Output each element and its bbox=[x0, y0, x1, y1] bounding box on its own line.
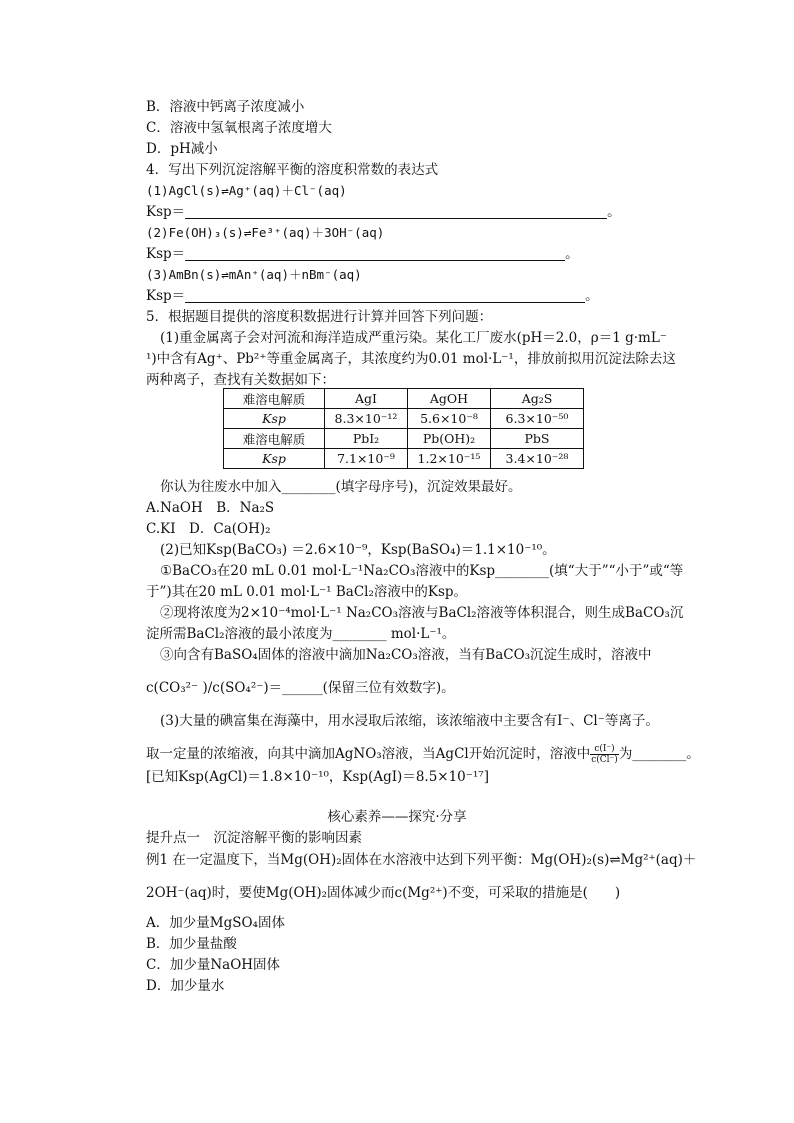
table-cell: 6.3×10⁻⁵⁰ bbox=[491, 409, 584, 429]
period: 。 bbox=[565, 246, 579, 262]
q5-p3-line2-end: 为________。 bbox=[618, 746, 700, 762]
table-cell: 8.3×10⁻¹² bbox=[325, 409, 408, 429]
q4-title: 4．写出下列沉淀溶解平衡的溶度积常数的表达式 bbox=[146, 162, 439, 178]
fraction-numerator: c(I⁻) bbox=[590, 744, 619, 755]
answer-blank bbox=[185, 204, 607, 219]
table-cell: Ksp bbox=[224, 409, 325, 429]
table-cell: PbI₂ bbox=[325, 429, 408, 449]
table-cell: 5.6×10⁻⁸ bbox=[408, 409, 491, 429]
concentration-fraction bbox=[590, 744, 619, 765]
section-title: 核心素养——探究·分享 bbox=[327, 809, 467, 825]
example-option-b: B．加少量盐酸 bbox=[146, 936, 237, 952]
fraction-denominator: c(Cl⁻) bbox=[591, 755, 618, 765]
q5-p3-line3: [已知Ksp(AgCl)＝1.8×10⁻¹⁰，Ksp(AgI)＝8.5×10⁻¹⁷] bbox=[146, 769, 489, 785]
q5-p1-line1: (1)重金属离子会对河流和海洋造成严重污染。某化工厂废水(pH＝2.0，ρ＝1 g·mL⁻ bbox=[160, 330, 667, 346]
table-row bbox=[224, 429, 584, 449]
q5-p2-q2-line1: ②现将浓度为2×10⁻⁴mol·L⁻¹ Na₂CO₃溶液与BaCl₂溶液等体积混合，则生成BaCO₃沉 bbox=[160, 605, 684, 621]
table-cell: 难溶电解质 bbox=[224, 429, 325, 449]
answer-blank bbox=[185, 246, 565, 261]
table-cell: Ag₂S bbox=[491, 389, 584, 409]
table-cell: AgOH bbox=[408, 389, 491, 409]
q5-p3-line2 bbox=[146, 744, 700, 765]
q4-ksp-3 bbox=[146, 287, 599, 305]
ksp-label: Ksp＝ bbox=[146, 246, 186, 262]
example-option-c: C．加少量NaOH固体 bbox=[146, 957, 281, 973]
q5-p2-q1-line2: 于”)其在20 mL 0.01 mol·L⁻¹ BaCl₂溶液中的Ksp。 bbox=[146, 584, 468, 600]
q4-ksp-1 bbox=[146, 203, 621, 221]
q5-p2-given: (2)已知Ksp(BaCO₃) ＝2.6×10⁻⁹，Ksp(BaSO₄)＝1.1×10⁻¹⁰。 bbox=[160, 542, 556, 558]
table-cell: 1.2×10⁻¹⁵ bbox=[408, 449, 491, 469]
q4-eq-1: (1)AgCl(s)⇌Ag⁺(aq)＋Cl⁻(aq) bbox=[146, 183, 347, 198]
q5-p1-options-2: C.KI D．Ca(OH)₂ bbox=[146, 521, 271, 537]
ksp-label: Ksp＝ bbox=[146, 288, 186, 304]
table-cell: 难溶电解质 bbox=[224, 389, 325, 409]
table-cell: PbS bbox=[491, 429, 584, 449]
q5-p2-q2-line2: 淀所需BaCl₂溶液的最小浓度为________ mol·L⁻¹。 bbox=[146, 626, 456, 642]
table-cell: Pb(OH)₂ bbox=[408, 429, 491, 449]
q5-p1-line3: 两种离子，查找有关数据如下： bbox=[146, 372, 335, 388]
table-row bbox=[224, 389, 584, 409]
q5-p2-q3-line1: ③向含有BaSO₄固体的溶液中滴加Na₂CO₃溶液，当有BaCO₃沉淀生成时，溶液中 bbox=[160, 647, 652, 663]
option-c: C．溶液中氢氧根离子浓度增大 bbox=[146, 120, 332, 136]
q5-p1-options-1: A.NaOH B．Na₂S bbox=[146, 500, 275, 516]
q5-title: 5．根据题目提供的溶度积数据进行计算并回答下列问题： bbox=[146, 309, 493, 325]
example-option-d: D．加少量水 bbox=[146, 978, 225, 994]
q4-ksp-2 bbox=[146, 245, 579, 263]
example-option-a: A．加少量MgSO₄固体 bbox=[146, 915, 285, 931]
table-cell: AgI bbox=[325, 389, 408, 409]
example-line1: 例1 在一定温度下，当Mg(OH)₂固体在水溶液中达到下列平衡：Mg(OH)₂(s)⇌Mg²⁺(aq)＋ bbox=[146, 852, 697, 868]
q5-p1-question: 你认为往废水中加入________(填字母序号)，沉淀效果最好。 bbox=[160, 479, 522, 495]
option-b: B．溶液中钙离子浓度减小 bbox=[146, 99, 305, 115]
ksp-table bbox=[223, 388, 584, 469]
q4-eq-3: (3)AmBn(s)⇌mAn⁺(aq)＋nBm⁻(aq) bbox=[146, 267, 362, 282]
q5-p3-line1: (3)大量的碘富集在海藻中，用水浸取后浓缩，该浓缩液中主要含有I⁻、Cl⁻等离子。 bbox=[160, 713, 659, 729]
table-cell: 3.4×10⁻²⁸ bbox=[491, 449, 584, 469]
period: 。 bbox=[607, 204, 621, 220]
table-row bbox=[224, 409, 584, 429]
q5-p1-line2: ¹)中含有Ag⁺、Pb²⁺等重金属离子，其浓度约为0.01 mol·L⁻¹，排放前拟用沉淀法除去这 bbox=[146, 351, 676, 367]
section-point: 提升点一 沉淀溶解平衡的影响因素 bbox=[146, 830, 362, 846]
example-line2: 2OH⁻(aq)时，要使Mg(OH)₂固体减少而c(Mg²⁺)不变，可采取的措施是( ) bbox=[146, 885, 621, 901]
q4-eq-2: (2)Fe(OH)₃(s)⇌Fe³⁺(aq)＋3OH⁻(aq) bbox=[146, 225, 385, 240]
table-row bbox=[224, 449, 584, 469]
ksp-label: Ksp＝ bbox=[146, 204, 186, 220]
period: 。 bbox=[585, 288, 599, 304]
option-d: D．pH减小 bbox=[146, 141, 218, 157]
answer-blank bbox=[185, 288, 585, 303]
table-cell: 7.1×10⁻⁹ bbox=[325, 449, 408, 469]
q5-p2-q3-line2: c(CO₃²⁻ )/c(SO₄²⁻)＝______(保留三位有效数字)。 bbox=[146, 680, 455, 696]
q5-p2-q1-line1: ①BaCO₃在20 mL 0.01 mol·L⁻¹Na₂CO₃溶液中的Ksp________(填“大于”“小于”或“等 bbox=[160, 563, 684, 579]
table-cell: Ksp bbox=[224, 449, 325, 469]
q5-p3-line2-text: 取一定量的浓缩液，向其中滴加AgNO₃溶液，当AgCl开始沉淀时，溶液中 bbox=[146, 746, 591, 762]
